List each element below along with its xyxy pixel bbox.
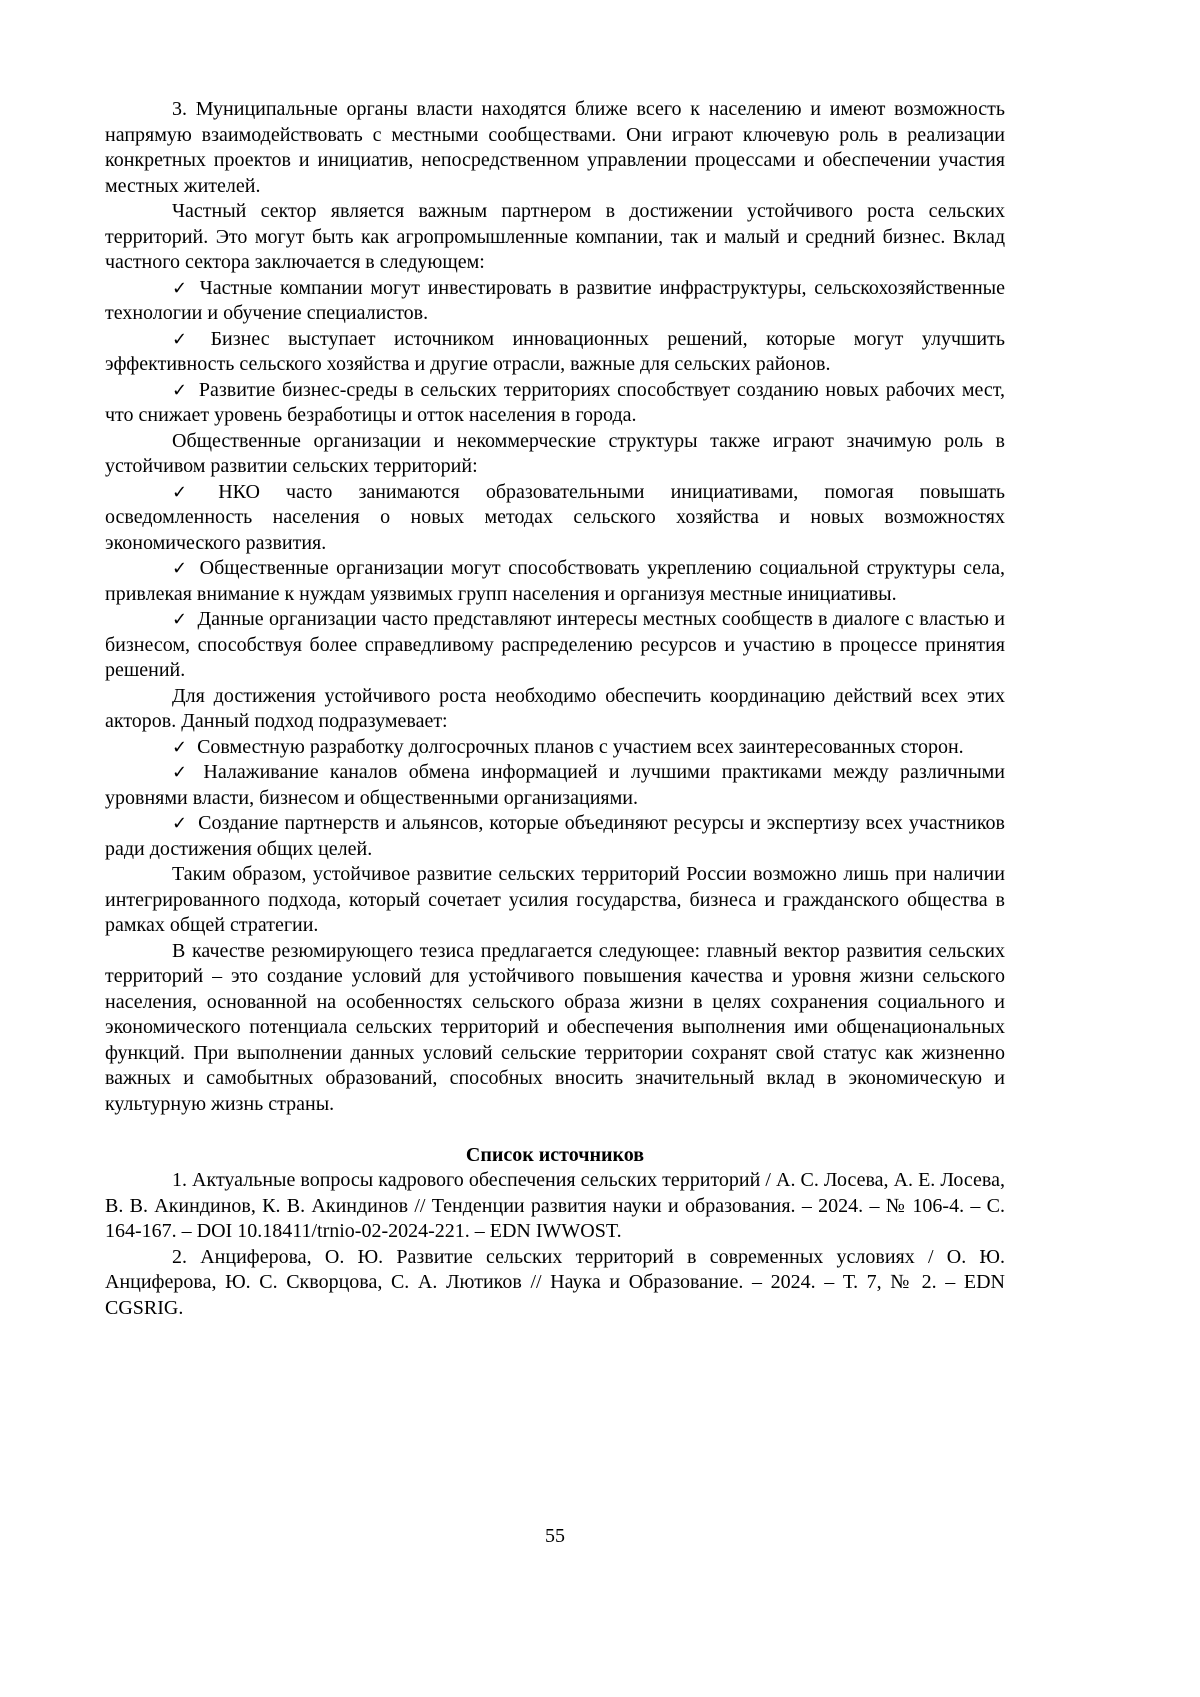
check-list-item (105, 276, 1005, 327)
body-paragraph: Общественные организации и некоммерческие структуры также играют значимую роль в устойчивом развитии сельских территорий: (105, 429, 1005, 477)
check-item-text: Бизнес выступает источником инновационных решений, которые могут улучшить эффективность сельского хозяйства и другие отрасли, важные для сельских районов. (105, 327, 1005, 375)
check-list-item (105, 556, 1005, 607)
body-paragraph: 3. Муниципальные органы власти находятся ближе всего к населению и имеют возможность напрямую взаимодействовать с местными сообществами. Они играют ключевую роль в реализации конкретных проектов и инициатив, непосредственном управлении процессами и обеспечении участия местных жителей. (105, 98, 1005, 197)
check-item-text: Налаживание каналов обмена информацией и лучшими практиками между различными уровнями власти, бизнесом и общественными организациями. (105, 761, 1005, 809)
check-icon: ✓ (172, 379, 189, 401)
check-icon: ✓ (172, 328, 201, 350)
body-paragraph: Частный сектор является важным партнером в достижении устойчивого роста сельских территорий. Это могут быть как агропромышленные компании, так и малый и средний бизнес. Вклад частного сектора заключается в следующем: (105, 200, 1005, 273)
check-item-text: Совместную разработку долгосрочных планов с участием всех заинтересованных сторон. (197, 735, 964, 758)
check-item-text: Общественные организации могут способствовать укреплению социальной структуры села, привлекая внимание к нуждам уязвимых групп населения и организуя местные инициативы. (105, 557, 1005, 605)
check-list-item (105, 607, 1005, 684)
check-item-text: НКО часто занимаются образовательными инициативами, помогая повышать осведомленность населения о новых методах сельского хозяйства и новых возможностях экономического развития. (105, 480, 1005, 554)
check-icon: ✓ (172, 813, 189, 834)
check-icon: ✓ (172, 736, 188, 758)
check-icon: ✓ (172, 277, 190, 299)
check-icon: ✓ (172, 609, 188, 630)
check-list-item (105, 760, 1005, 811)
check-list-item (105, 480, 1005, 557)
check-item-text: Частные компании могут инвестировать в развитие инфраструктуры, сельскохозяйственные технологии и обучение специалистов. (105, 276, 1005, 324)
check-icon: ✓ (172, 762, 194, 783)
body-paragraph: Для достижения устойчивого роста необходимо обеспечить координацию действий всех этих акторов. Данный подход подразумевает: (105, 684, 1005, 732)
sources-heading: Список источников (465, 1143, 645, 1166)
body-paragraph: Таким образом, устойчивое развитие сельских территорий России возможно лишь при наличии интегрированного подхода, который сочетает усилия государства, бизнеса и гражданского общества в рамках общей стратегии. (105, 863, 1005, 936)
reference-item: 1. Актуальные вопросы кадрового обеспечения сельских территорий / А. С. Лосева, А. Е. Лосева, В. В. Акиндинов, К. В. Акиндинов // Тенденции развития науки и образования. – 2024. – № 106-4. – С. 164-167. – DOI 10.18411/trnio-02-2024-221. – EDN IWWOST. (105, 1169, 1005, 1242)
page-content (105, 97, 1005, 1321)
page-number: 55 (545, 1525, 565, 1547)
check-item-text: Развитие бизнес-среды в сельских территориях способствует созданию новых рабочих мест, что снижает уровень безработицы и отток населения в города. (105, 378, 1005, 426)
check-item-text: Создание партнерств и альянсов, которые объединяют ресурсы и экспертизу всех участников ради достижения общих целей. (105, 812, 1005, 860)
check-icon: ✓ (172, 481, 209, 503)
check-list-item (105, 735, 1005, 761)
reference-item: 2. Анциферова, О. Ю. Развитие сельских территорий в современных условиях / О. Ю. Анциферова, Ю. С. Скворцова, С. А. Лютиков // Наука и Образование. – 2024. – Т. 7, № 2. – EDN CGSRIG. (105, 1245, 1005, 1319)
check-icon: ✓ (172, 558, 190, 579)
check-list-item (105, 378, 1005, 429)
check-list-item (105, 327, 1005, 378)
check-item-text: Данные организации часто представляют интересы местных сообществ в диалоге с властью и бизнесом, способствуя более справедливому распределению ресурсов и участию в процессе принятия решений. (105, 608, 1005, 681)
body-paragraph: В качестве резюмирующего тезиса предлагается следующее: главный вектор развития сельских территорий – это создание условий для устойчивого повышения качества и уровня жизни сельского населения, основанной на особенностях сельского образа жизни в целях сохранения социального и экономического потенциала сельских территорий и обеспечения выполнения ими общенациональных функций. При выполнении данных условий сельские территории сохранят свой статус как жизненно важных и самобытных образований, способных вносить значительный вклад в экономическую и культурную жизнь страны. (105, 939, 1005, 1115)
check-list-item (105, 811, 1005, 862)
